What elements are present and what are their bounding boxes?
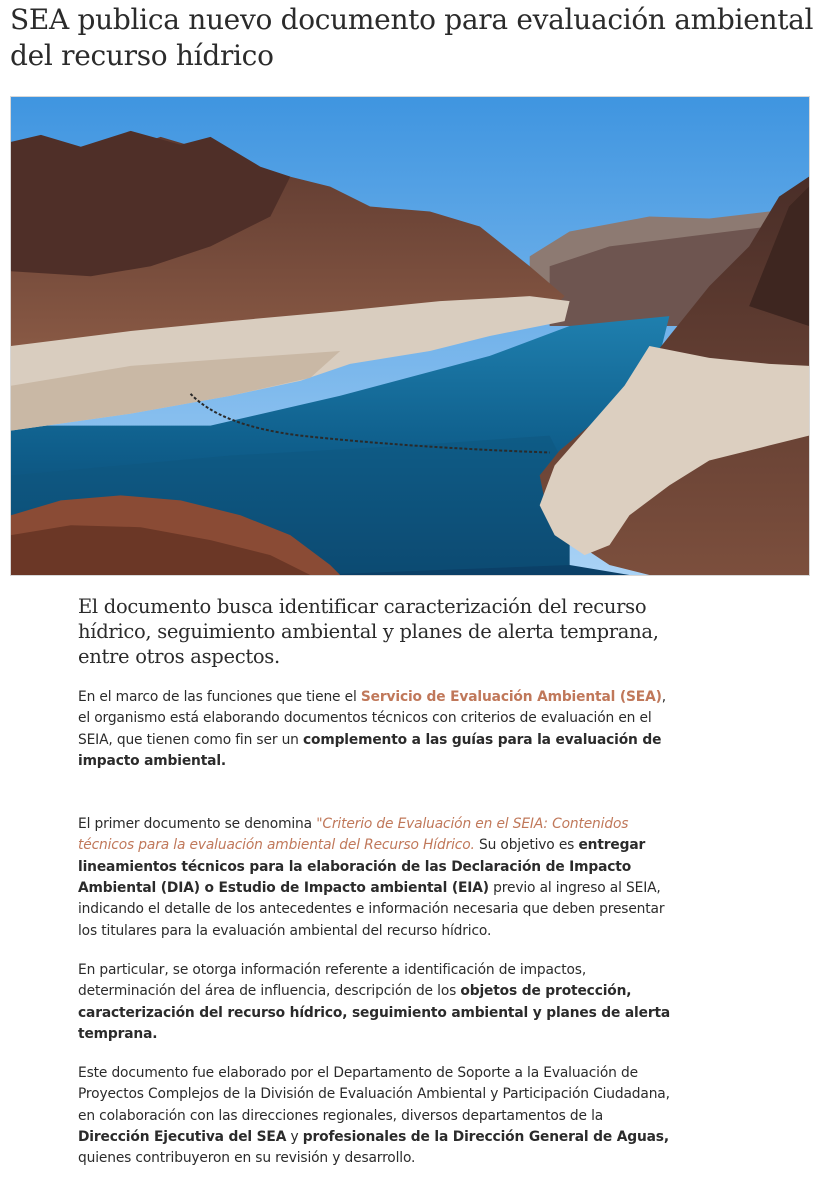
photo-icon xyxy=(11,97,809,575)
paragraph-4: Este documento fue elaborado por el Departamento de Soporte a la Evaluación de Proyectos Complejos de la División de Evaluación Ambiental y Participación Ciudadana, en colaboración con las direcciones regionales, diversos departamentos de la Dirección Ejecutiva del SEA y profesionales de la Dirección General de Aguas, quienes contribuyeron en su revisión y desarrollo. xyxy=(78,1065,670,1167)
article-lead: El documento busca identificar caracterización del recurso hídrico, seguimiento ambiental y planes de alerta temprana, entre otros aspectos. xyxy=(78,595,659,668)
sea-link[interactable]: Servicio de Evaluación Ambiental (SEA) xyxy=(360,689,662,705)
hero-image xyxy=(10,96,810,576)
paragraph-2: El primer documento se denomina "Criterio de Evaluación en el SEIA: Contenidos técnicos para la evaluación ambiental del Recurso Hídrico. Su objetivo es entregar lineamientos técnicos para la elaboración de las Declaración de Impacto Ambiental (DIA) o Estudio de Impacto ambiental (EIA) previo al ingreso al SEIA, indicando el detalle de los antecedentes e información necesaria que deben presentar los titulares para la evaluación ambiental del recurso hídrico. xyxy=(78,816,665,939)
paragraph-1: En el marco de las funciones que tiene el Servicio de Evaluación Ambiental (SEA), el organismo está elaborando documentos técnicos con criterios de evaluación en el SEIA, que tienen como fin ser un complemento a las guías para la evaluación de impacto ambiental. xyxy=(78,689,667,769)
paragraph-3: En particular, se otorga información referente a identificación de impactos, determinación del área de influencia, descripción de los objetos de protección, caracterización del recurso hídrico, seguimiento ambiental y planes de alerta temprana. xyxy=(78,961,671,1042)
criterio-document-link[interactable]: "Criterio de Evaluación en el SEIA: Contenidos técnicos para la evaluación ambiental del Recurso Hídrico. xyxy=(78,816,629,854)
article-body xyxy=(78,594,678,1188)
article-title: SEA publica nuevo documento para evaluación ambiental del recurso hídrico xyxy=(10,3,814,72)
